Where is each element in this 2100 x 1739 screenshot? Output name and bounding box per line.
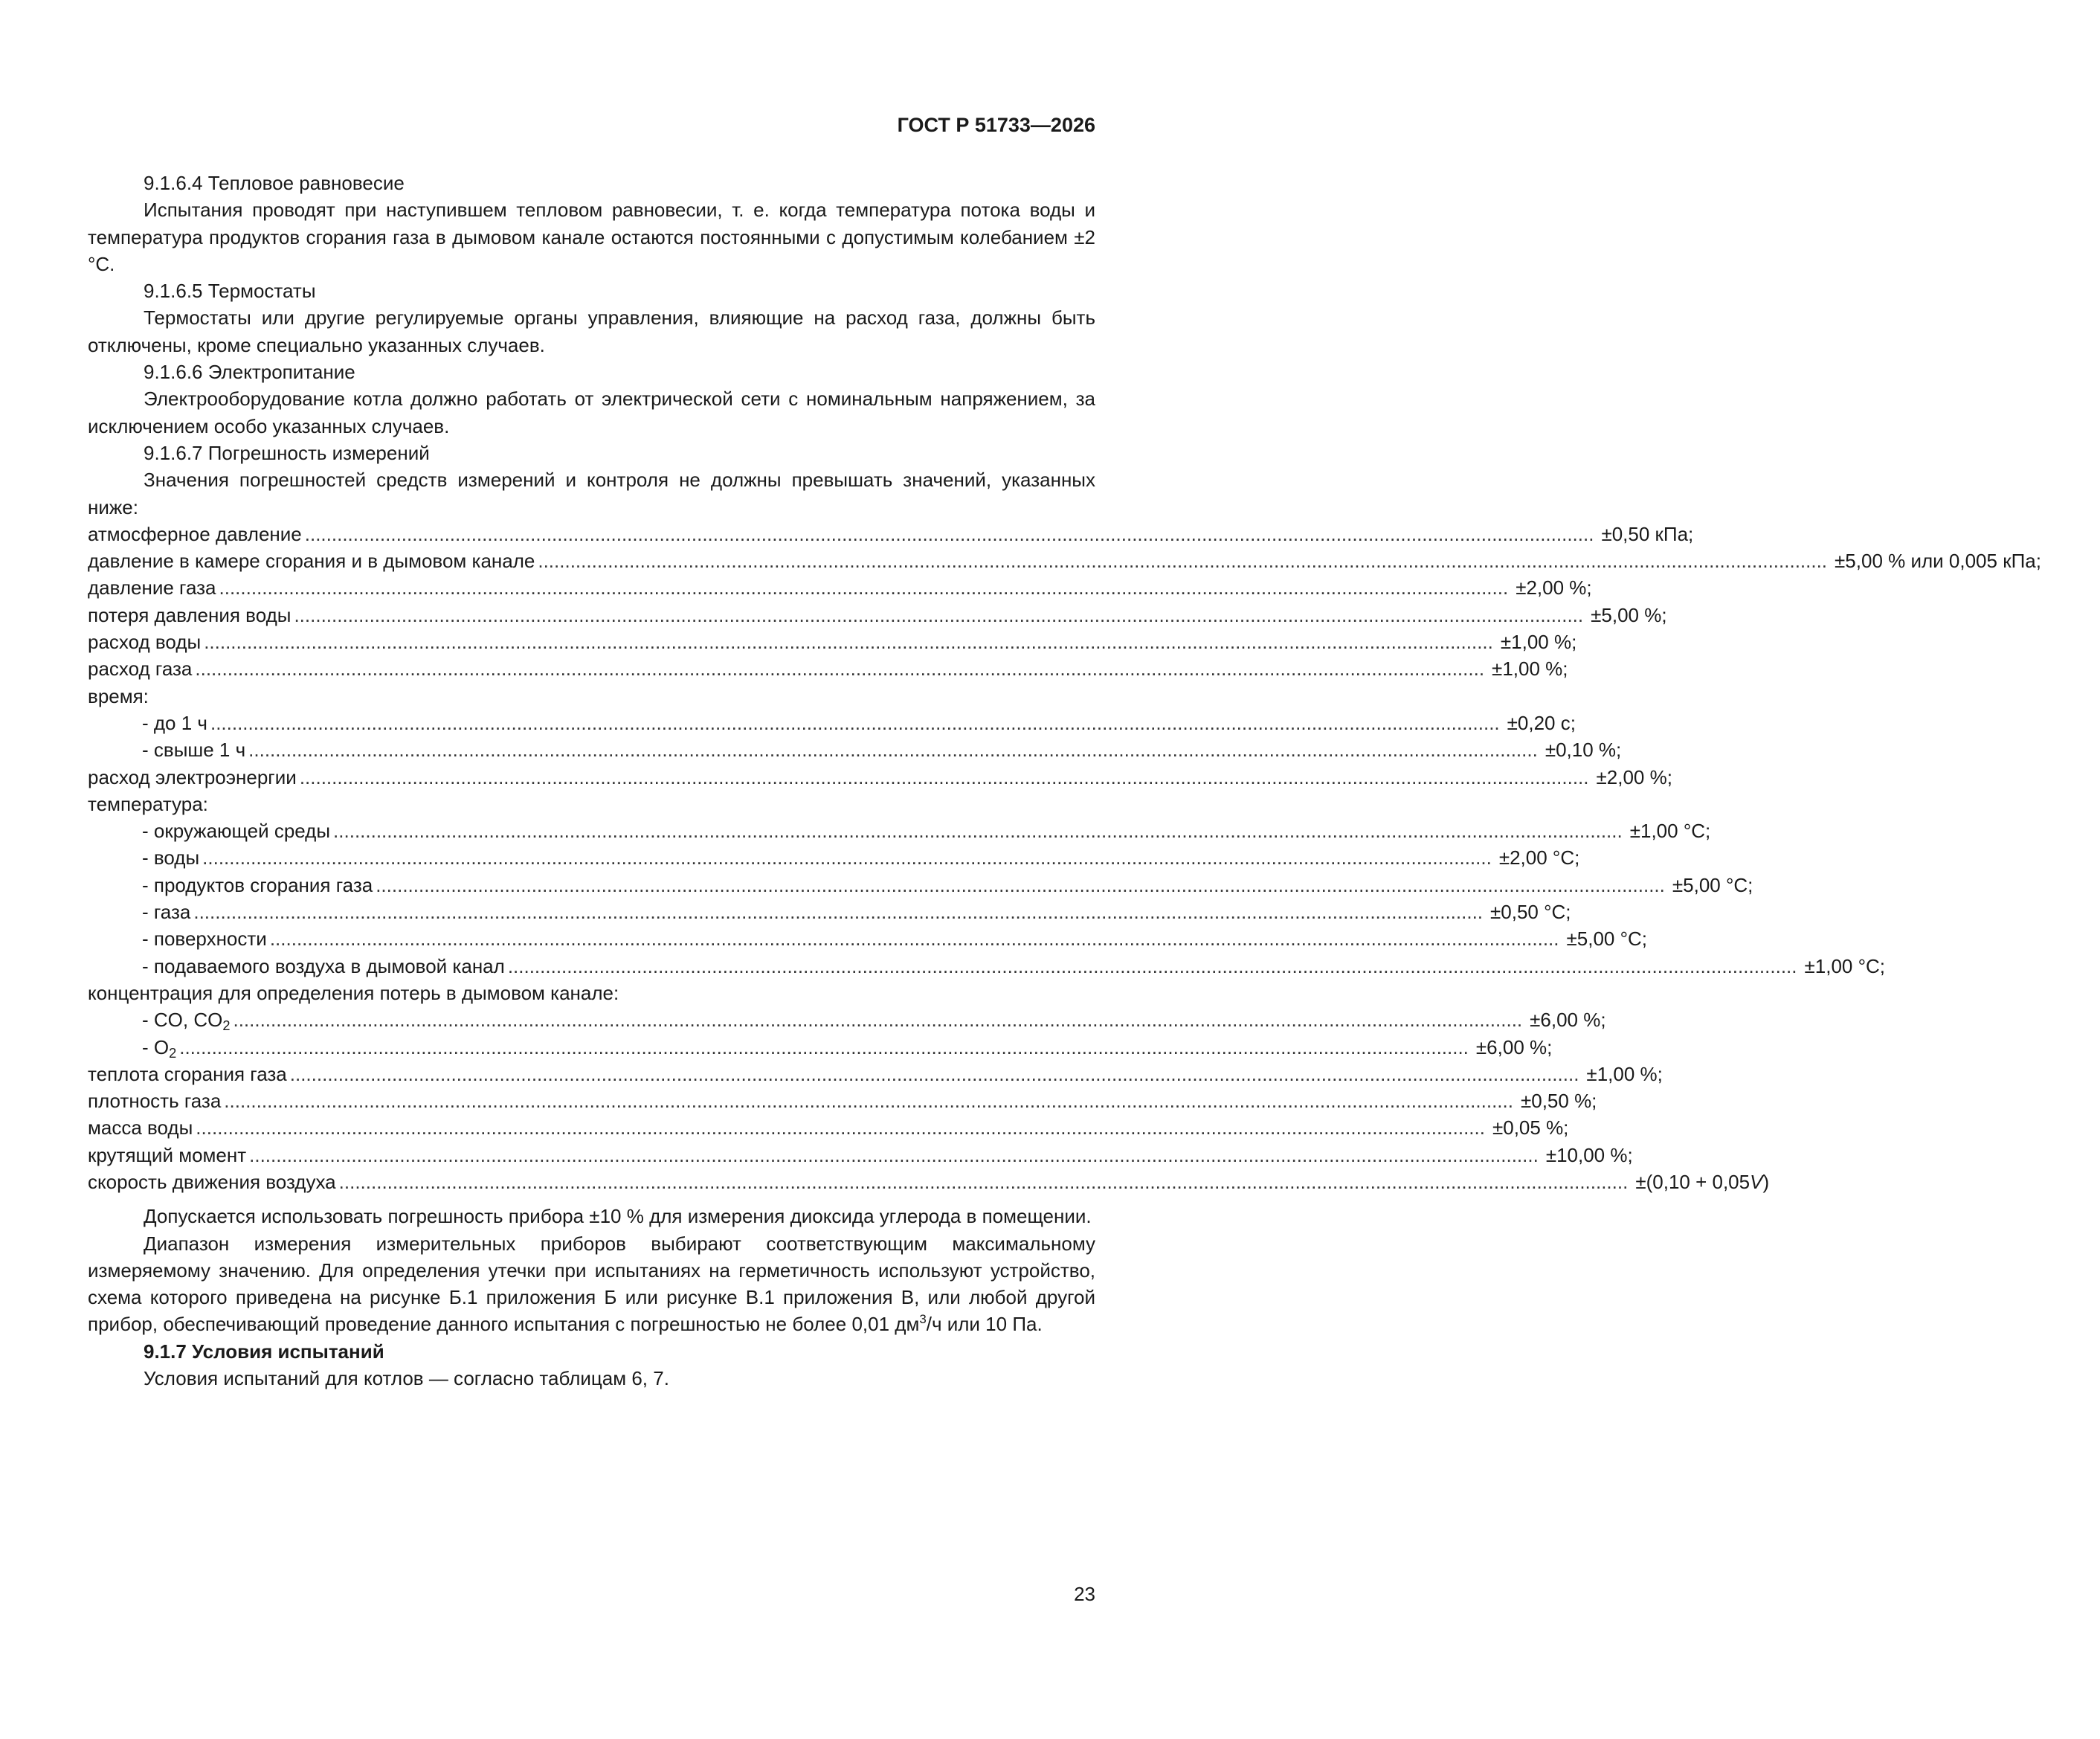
list-item xyxy=(88,872,1753,899)
list-item-label-text: - газа xyxy=(142,901,191,924)
list-item-label-text: теплота сгорания газа xyxy=(88,1062,287,1085)
list-item-label-text: давление газа xyxy=(88,576,216,600)
list-item-value xyxy=(1559,925,1832,952)
list-item-label xyxy=(88,655,192,682)
list-item-value-text: ±1,00 °С; xyxy=(1804,954,1885,977)
italic-variable: V xyxy=(1750,1170,1763,1193)
list-item-value-text: ±2,00 %; xyxy=(1596,765,1672,788)
list-item-label xyxy=(88,1087,221,1114)
dot-leader: ................................................................................................................................................................................................................................................ xyxy=(195,658,1485,681)
dot-leader: ................................................................................................................................................................................................................................................ xyxy=(233,1009,1523,1032)
list-item xyxy=(88,629,1577,655)
list-item-value-text: ±5,00 % или 0,005 кПа; xyxy=(1835,550,2041,573)
dot-leader: ................................................................................................................................................................................................................................................ xyxy=(269,928,1559,951)
list-item-label-text: давление в камере сгорания и в дымовом канале xyxy=(88,550,535,573)
dot-leader: ................................................................................................................................................................................................................................................ xyxy=(299,765,1589,788)
list-item-label xyxy=(88,602,291,629)
heading-9-1-6-4: 9.1.6.4 Тепловое равновесие xyxy=(144,172,405,194)
document-header: ГОСТ Р 51733—2026 xyxy=(897,114,1095,136)
dot-leader: ................................................................................................................................................................................................................................................ xyxy=(202,846,1492,870)
subscript: 2 xyxy=(169,1045,177,1061)
dot-leader: ................................................................................................................................................................................................................................................ xyxy=(294,603,1584,626)
dot-leader: ................................................................................................................................................................................................................................................ xyxy=(224,1090,1513,1113)
list-item-value-text: ±2,00 %; xyxy=(1516,576,1592,600)
dot-leader: ................................................................................................................................................................................................................................................ xyxy=(210,711,1500,734)
dot-leader: ................................................................................................................................................................................................................................................ xyxy=(219,576,1509,600)
list-item-value-text: ±5,00 °С; xyxy=(1566,928,1647,951)
list-item-label-text: - окружающей среды xyxy=(142,820,331,843)
list-item-label xyxy=(88,547,535,574)
list-item-label xyxy=(88,574,216,601)
list-group-label: концентрация для определения потерь в дымовом канале: xyxy=(88,981,619,1004)
list-item-value-text: ±0,05 %; xyxy=(1492,1116,1569,1139)
list-group-label: температура: xyxy=(88,792,208,815)
list-item xyxy=(88,925,1647,952)
list-item xyxy=(88,764,1672,791)
superscript-cubic: 3 xyxy=(919,1312,927,1327)
list-item xyxy=(88,1061,1663,1087)
paragraph-thermal-equilibrium: Испытания проводят при наступившем тепловом равновесии, т. е. когда температура потока воды и температура продуктов сгорания газа в дымовом канале остаются постоянными с допустимым колебанием ±2 °С. xyxy=(88,199,1095,275)
list-item-label xyxy=(88,872,373,899)
list-item xyxy=(88,817,1711,844)
list-item-value xyxy=(1492,844,1765,871)
dot-leader: ................................................................................................................................................................................................................................................ xyxy=(507,954,1797,977)
list-item-label xyxy=(88,521,302,547)
list-item xyxy=(88,1006,1606,1034)
list-item-value-text: ±0,50 °С; xyxy=(1490,901,1571,924)
list-item xyxy=(88,1034,1553,1061)
dot-leader: ................................................................................................................................................................................................................................................ xyxy=(304,522,1594,545)
heading-9-1-6-5: 9.1.6.5 Термостаты xyxy=(144,280,316,303)
list-item-value xyxy=(1594,521,1867,547)
list-item-label-text: - продуктов сгорания газа xyxy=(142,873,373,896)
measurement-errors-list xyxy=(88,521,2041,1195)
list-item xyxy=(88,844,1580,871)
list-item-label-text: - свыше 1 ч xyxy=(142,739,246,762)
list-item-value-text: ±1,00 °С; xyxy=(1629,820,1711,843)
list-item-value xyxy=(1588,764,1861,791)
list-item xyxy=(88,1114,1569,1141)
list-item-value-text: ±5,00 %; xyxy=(1591,603,1667,626)
dot-leader: ................................................................................................................................................................................................................................................ xyxy=(179,1035,1469,1058)
page-number: 23 xyxy=(1074,1583,1095,1605)
list-item-value-text: ±2,00 °С; xyxy=(1498,846,1580,870)
dot-leader: ................................................................................................................................................................................................................................................ xyxy=(376,873,1665,896)
dot-leader: ................................................................................................................................................................................................................................................ xyxy=(196,1116,1485,1139)
heading-9-1-6-7: 9.1.6.7 Погрешность измерений xyxy=(144,441,430,464)
list-item-value xyxy=(1827,547,2100,574)
list-item-value xyxy=(1522,1006,1795,1033)
list-item-value-text: ±0,20 с; xyxy=(1507,711,1576,734)
list-item-value-text: ±6,00 %; xyxy=(1530,1009,1606,1032)
list-item-label-text: - подаваемого воздуха в дымовой канал xyxy=(142,954,505,977)
list-item-value xyxy=(1579,1061,1852,1087)
list-item xyxy=(88,899,1571,925)
list-item xyxy=(88,602,1667,629)
list-item-value xyxy=(1484,655,1757,682)
list-item-label-text: плотность газа xyxy=(88,1090,222,1113)
list-item-value-text: ±5,00 °С; xyxy=(1672,873,1753,896)
value-end: ) xyxy=(1762,1170,1770,1193)
dot-leader: ................................................................................................................................................................................................................................................ xyxy=(333,820,1623,843)
list-item xyxy=(88,953,1885,980)
list-item-label-text: - CO, CO xyxy=(142,1009,223,1032)
list-item-value-text: ±1,00 %; xyxy=(1492,658,1568,681)
list-item-value xyxy=(1500,710,1773,736)
paragraph-test-conditions: Условия испытаний для котлов — согласно таблицам 6, 7. xyxy=(144,1367,669,1390)
dot-leader: ................................................................................................................................................................................................................................................ xyxy=(204,631,1493,654)
heading-9-1-7: 9.1.7 Условия испытаний xyxy=(144,1340,384,1363)
list-item-label xyxy=(88,953,505,980)
dot-leader: ................................................................................................................................................................................................................................................ xyxy=(249,1143,1539,1166)
list-item-label xyxy=(88,925,267,952)
list-item-value xyxy=(1797,953,2070,980)
measurement-range-end: /ч или 10 Па. xyxy=(926,1313,1043,1336)
heading-9-1-6-6: 9.1.6.6 Электропитание xyxy=(144,361,355,384)
measurement-range-text: Диапазон измерения измерительных приборов выбирают соответствующим максимальному измеряемому значению. Для определения утечки при испытаниях на герметичность используют устройство, схема которого приведена на рисунке Б.1 приложения Б или рисунке В.1 приложения В, или любой другой прибор, обеспечивающий проведение данного испытания с погрешностью не более 0,01 дм xyxy=(88,1232,1095,1336)
list-item-label-text: крутящий момент xyxy=(88,1143,247,1166)
list-item-label xyxy=(88,1061,287,1087)
paragraph-thermostats: Термостаты или другие регулируемые органы управления, влияющие на расход газа, должны быть отключены, кроме специально указанных случаев. xyxy=(88,306,1095,356)
list-item-label xyxy=(88,1006,230,1033)
list-item xyxy=(88,1169,1770,1195)
list-item-label xyxy=(88,1114,193,1141)
paragraph-measurement-range xyxy=(88,1230,1095,1338)
list-item-value xyxy=(1508,574,1781,601)
list-item-value xyxy=(1483,899,1756,925)
list-item-value-text: ±10,00 %; xyxy=(1545,1143,1633,1166)
list-item xyxy=(88,521,1694,547)
list-item-label xyxy=(88,710,207,736)
list-item-label-text: - до 1 ч xyxy=(142,711,207,734)
dot-leader: ................................................................................................................................................................................................................................................ xyxy=(193,901,1484,924)
list-item-value-text: ±0,50 %; xyxy=(1520,1090,1597,1113)
list-item-label-text: - поверхности xyxy=(142,928,267,951)
list-item xyxy=(88,710,1576,736)
list-item-value xyxy=(1538,736,1811,763)
list-item-value-text: ±6,00 %; xyxy=(1475,1035,1553,1058)
list-item xyxy=(88,574,1592,601)
list-item xyxy=(88,547,2041,574)
list-item-label xyxy=(88,1169,336,1195)
list-item-value xyxy=(1539,1142,1811,1169)
list-item-label xyxy=(88,899,190,925)
list-item-value xyxy=(1485,1114,1758,1141)
list-item-label xyxy=(88,629,201,655)
list-item-label xyxy=(88,817,330,844)
list-item-value-text: ±0,50 кПа; xyxy=(1601,522,1694,545)
list-item-value-text: ±1,00 %; xyxy=(1500,631,1577,654)
list-item xyxy=(88,1142,1633,1169)
list-item-label xyxy=(88,736,245,763)
list-item-value-text: ±0,10 %; xyxy=(1545,739,1622,762)
list-item-value xyxy=(1623,817,1896,844)
list-item-label-text: - O xyxy=(142,1035,170,1058)
list-item-label-text: расход электроэнергии xyxy=(88,765,297,788)
list-item xyxy=(88,1087,1597,1114)
list-item-label-text: атмосферное давление xyxy=(88,522,302,545)
list-item-label xyxy=(88,1142,246,1169)
paragraph-co2-allowance: Допускается использовать погрешность прибора ±10 % для измерения диоксида углерода в помещении. xyxy=(144,1205,1092,1228)
list-item-label xyxy=(88,844,199,871)
list-item-value xyxy=(1665,872,1938,899)
list-item-value xyxy=(1583,602,1856,629)
dot-leader: ................................................................................................................................................................................................................................................ xyxy=(248,739,1538,762)
list-item-label-text: масса воды xyxy=(88,1116,193,1139)
list-group-label: время: xyxy=(88,684,149,707)
list-item-label xyxy=(88,764,297,791)
list-item-label-text: - воды xyxy=(142,846,200,870)
dot-leader: ................................................................................................................................................................................................................................................ xyxy=(538,550,1828,573)
dot-leader: ................................................................................................................................................................................................................................................ xyxy=(338,1170,1629,1193)
paragraph-measurement-error: Значения погрешностей средств измерений и контроля не должны превышать значений, указанных ниже: xyxy=(88,469,1095,518)
list-item-value xyxy=(1493,629,1766,655)
list-item-value-text: ±(0,10 + 0,05 xyxy=(1635,1170,1750,1193)
list-item xyxy=(88,655,1568,682)
paragraph-power-supply: Электрооборудование котла должно работать от электрической сети с номинальным напряжением, за исключением особо указанных случаев. xyxy=(88,388,1095,437)
list-item-label xyxy=(88,1034,176,1061)
list-item-value-text: ±1,00 %; xyxy=(1586,1062,1663,1085)
list-item-label-text: расход газа xyxy=(88,658,193,681)
list-item-label-text: потеря давления воды xyxy=(88,603,292,626)
list-item-value xyxy=(1628,1169,1901,1195)
list-item xyxy=(88,736,1622,763)
list-item-value xyxy=(1513,1087,1786,1114)
subscript: 2 xyxy=(222,1018,231,1034)
list-item-label-text: скорость движения воздуха xyxy=(88,1170,336,1193)
list-item-value xyxy=(1469,1034,1742,1061)
list-item-label-text: расход воды xyxy=(88,631,202,654)
page-content xyxy=(88,170,2041,1392)
dot-leader: ................................................................................................................................................................................................................................................ xyxy=(289,1062,1579,1085)
